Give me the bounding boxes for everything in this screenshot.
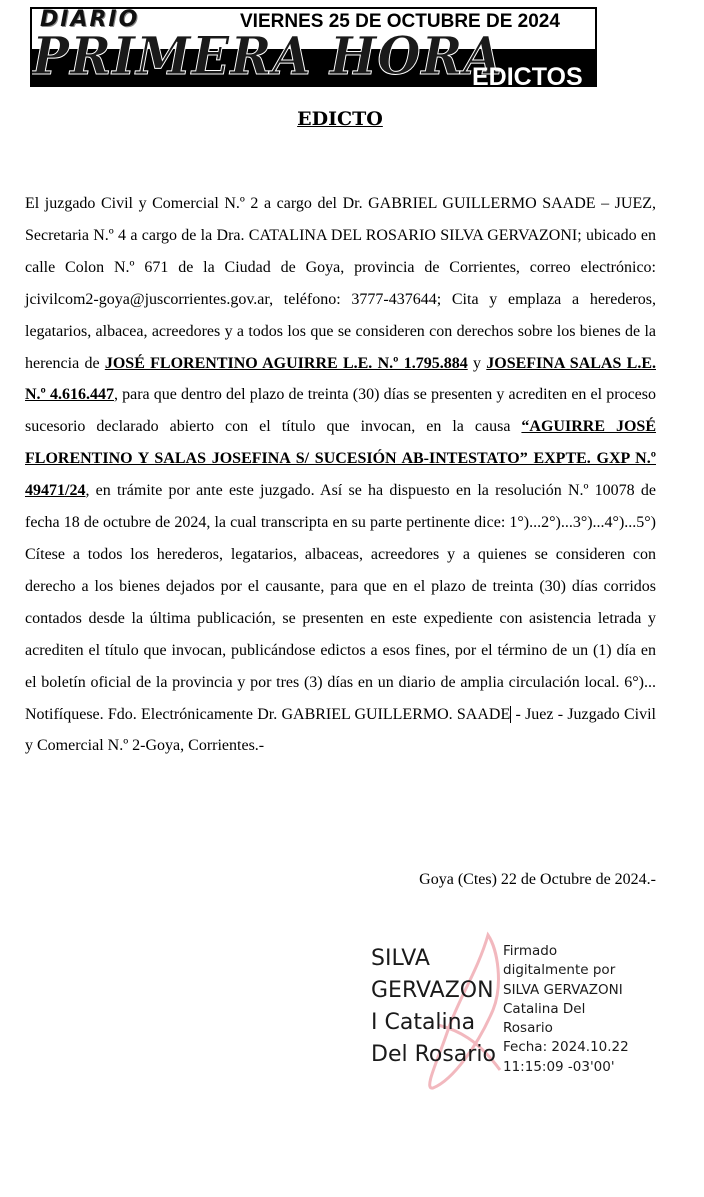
body-paragraph-resolution: , en trámite por ante este juzgado. Así se ha dispuesto en la resolución N.º 10078 de fecha 18 de octubre de 2024, la cual transcripta en su parte pertinente dice: 1°)...2°)...3°)...4°)...5°) Cítese a todos los herederos, legatarios, albaceas, acreedores y a quienes se consideren con derecho a los bienes dejados por el causante, para que en el plazo de treinta (30) días corridos contados desde la última publicación, se presenten en este expediente con asistencia letrada y acrediten el título que invocan, publicándose edictos a esos fines, por el término de un (1) día en el boletín oficial de la provincia y por tres (3) días en un diario de amplia circulación local. 6°)... Notifíquese. Fdo. Electrónicamente Dr. GABRIEL GUILLERMO. SAADE (25, 482, 656, 723)
body-conjunction: y (467, 354, 487, 372)
page-title: EDICTO (297, 108, 383, 130)
case-title: “AGUIRRE JOSÉ FLORENTINO Y SALAS JOSEFINA S/ SUCESIÓN AB-INTESTATO” EXPTE. GXP N.º 49471/24 (25, 418, 657, 500)
body-paragraph-closing: - Juez - Juzgado Civil y Comercial N.º 2-Goya, Corrientes.- (25, 705, 657, 755)
header-diario-label: DIARIO (40, 7, 140, 32)
place-date: Goya (Ctes) 22 de Octubre de 2024.- (419, 871, 656, 888)
header-brand-logo: PRIMERA HORA (32, 26, 503, 87)
edict-body (25, 188, 656, 762)
signature-details: Firmado digitalmente por SILVA GERVAZONI Catalina Del Rosario Fecha: 2024.10.22 11:15:09 -03'00' (503, 943, 629, 1075)
deceased-name-1: JOSÉ FLORENTINO AGUIRRE L.E. N.º 1.795.884 (104, 354, 468, 372)
header-section-label: EDICTOS (472, 63, 583, 87)
deceased-name-2: JOSEFINA SALAS L.E. N.º 4.616.447 (25, 354, 656, 404)
body-paragraph-intro: El juzgado Civil y Comercial N.º 2 a cargo del Dr. GABRIEL GUILLERMO SAADE – JUEZ, Secretaria N.º 4 a cargo de la Dra. CATALINA DEL ROSARIO SILVA GERVAZONI; ubicado en calle Colon N.º 671 de la Ciudad de Goya, provincia de Corrientes, correo electrónico: jcivilcom2-goya@juscorrientes.gov.ar, teléfono: 3777-437644; Cita y emplaza a herederos, legatarios, albacea, acreedores y a todos los que se consideren con derechos sobre los bienes de la herencia de (25, 195, 656, 372)
newspaper-header (30, 7, 597, 87)
header-date: VIERNES 25 DE OCTUBRE DE 2024 (240, 11, 560, 32)
body-paragraph-deadline: , para que dentro del plazo de treinta (30) días se presenten y acrediten en el proceso sucesorio declarado abierto con el título que invocan, en la causa (25, 386, 656, 436)
signer-name: SILVA GERVAZON I Catalina Del Rosario (371, 946, 496, 1067)
